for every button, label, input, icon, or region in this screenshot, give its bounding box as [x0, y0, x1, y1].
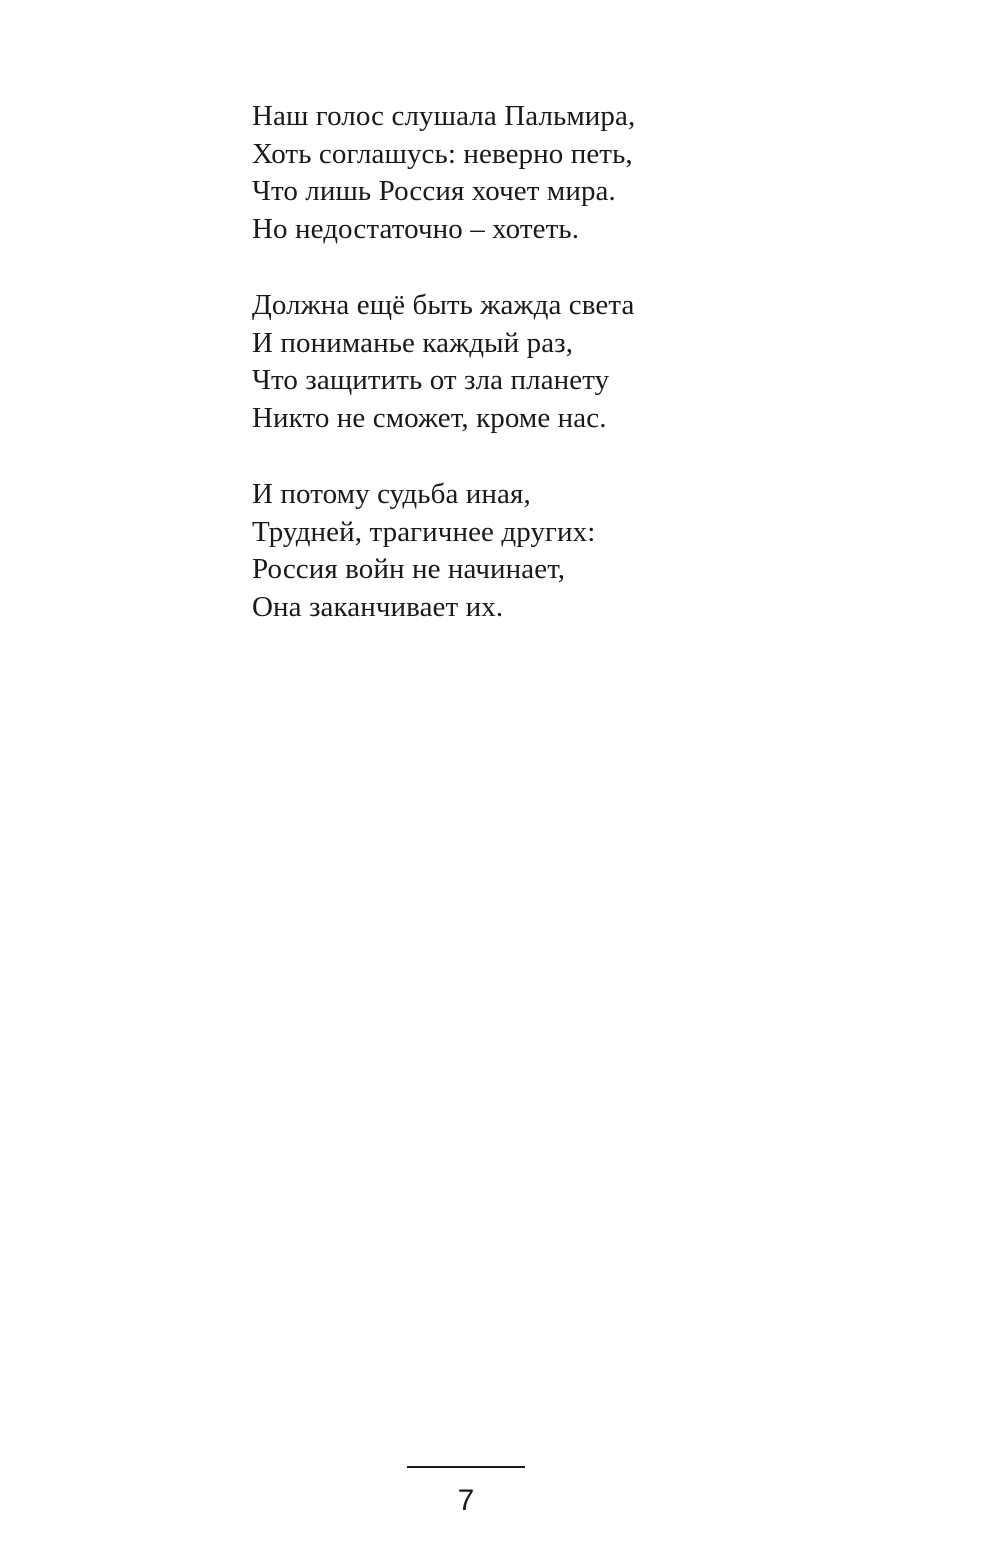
poem-line: Наш голос слушала Пальмира, — [252, 100, 636, 132]
page-number: 7 — [457, 1484, 475, 1517]
poem-line: Хоть соглашусь: неверно петь, — [252, 137, 633, 170]
poem-line: Что лишь Россия хочет мира. — [252, 175, 616, 207]
poem-line: Но недостаточно – хотеть. — [252, 212, 580, 245]
poem-line: Что защитить от зла планету — [252, 364, 610, 396]
poem-line: Трудней, трагичнее других: — [252, 515, 596, 548]
poem — [252, 98, 892, 665]
stanza-2 — [252, 287, 892, 437]
poem-line: Никто не сможет, кроме нас. — [252, 401, 607, 434]
poem-line: И потому судьба иная, — [252, 478, 531, 510]
poem-line: И пониманье каждый раз, — [252, 326, 574, 359]
poem-line: Россия войн не начинает, — [252, 553, 566, 585]
stanza-1 — [252, 98, 892, 248]
footer-divider — [407, 1466, 525, 1468]
stanza-3 — [252, 476, 892, 626]
poem-line: Она заканчивает их. — [252, 590, 504, 623]
poem-line: Должна ещё быть жажда света — [252, 289, 635, 321]
